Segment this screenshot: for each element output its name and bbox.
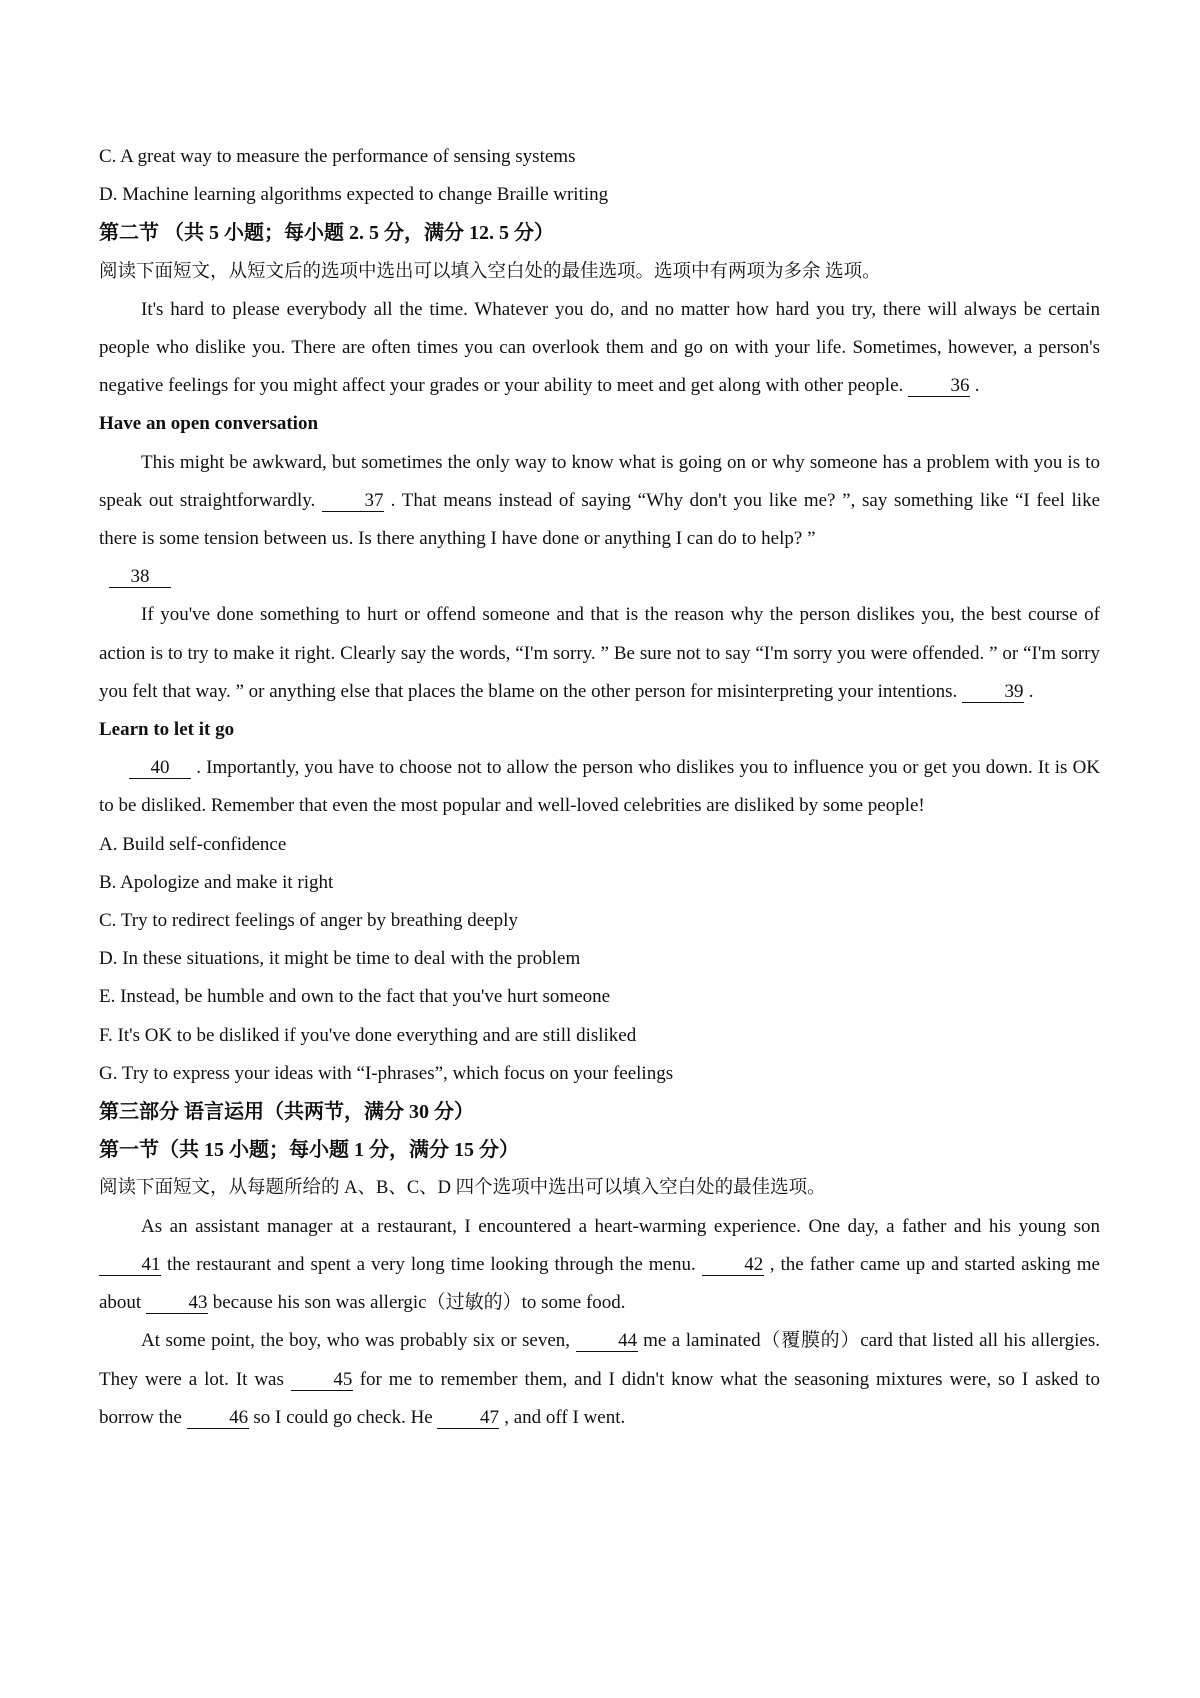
- subheading-open-conversation: Have an open conversation: [99, 413, 319, 435]
- part-3-section-1-title: 第一节（共 15 小题；每小题 1 分，满分 15 分）: [99, 1139, 519, 1162]
- option-g: G. Try to express your ideas with “I-phrases”, which focus on your feelings: [99, 1062, 674, 1084]
- paragraph-text: . Importantly, you have to choose not to allow the person who dislikes you to influence you or get you down. It is OK to be disliked. Remember that even the most popular and well-loved celebrities are disliked by some people!: [99, 757, 1101, 817]
- passage-paragraph-4: [99, 749, 1100, 825]
- paragraph-end: .: [1028, 680, 1034, 702]
- paragraph-text: so I could go check. He: [253, 1406, 433, 1428]
- section-2-instructions: 阅读下面短文，从短文后的选项中选出可以填入空白处的最佳选项。选项中有两项为多余 选项。: [99, 261, 881, 282]
- paragraph-text: As an assistant manager at a restaurant, I encountered a heart-warming experience. One day, a father and his young son: [141, 1215, 1100, 1237]
- option-a: A. Build self-confidence: [99, 833, 287, 855]
- blank-38-line: [99, 558, 1100, 596]
- paragraph-text: At some point, the boy, who was probably six or seven,: [141, 1330, 571, 1352]
- section-2-title: 第二节 （共 5 小题；每小题 2. 5 分，满分 12. 5 分）: [99, 222, 554, 245]
- blank-47: 47: [437, 1408, 499, 1429]
- paragraph-end: .: [974, 375, 980, 397]
- paragraph-text: for me to remember them, and I didn't know what the seasoning mixtures were, so I asked to borrow the: [99, 1368, 1101, 1428]
- previous-option-d: D. Machine learning algorithms expected to change Braille writing: [99, 184, 609, 206]
- blank-43: 43: [146, 1293, 208, 1314]
- subheading-let-it-go: Learn to let it go: [99, 719, 235, 741]
- blank-45: 45: [291, 1370, 353, 1391]
- option-c: C. Try to redirect feelings of anger by breathing deeply: [99, 910, 518, 932]
- paragraph-text: It's hard to please everybody all the time. Whatever you do, and no matter how hard you try, there will always be certain people who dislike you. There are often times you can overlook them and go on with your life. Sometimes, however, a person's negative feelings for you might affect your grades or your ability to meet and get along with other people.: [99, 298, 1100, 397]
- paragraph-text: the restaurant and spent a very long time looking through the menu.: [167, 1253, 696, 1275]
- option-b: B. Apologize and make it right: [99, 871, 334, 893]
- passage-paragraph-3: [99, 596, 1100, 711]
- option-e: E. Instead, be humble and own to the fact that you've hurt someone: [99, 986, 611, 1008]
- blank-39: 39: [962, 682, 1024, 703]
- cloze-paragraph-1: [99, 1208, 1100, 1323]
- paragraph-text: This might be awkward, but sometimes the only way to know what is going on or why someone has a problem with you is to speak out straightforwardly.: [99, 451, 1100, 511]
- blank-46: 46: [187, 1408, 249, 1429]
- paragraph-text: , and off I went.: [504, 1406, 626, 1428]
- paragraph-text: because his son was allergic（过敏的）to some food.: [212, 1292, 626, 1314]
- paragraph-text: me a laminated（覆膜的）card that listed all his allergies. They were a lot. It was: [99, 1330, 1101, 1390]
- previous-option-c: C. A great way to measure the performance of sensing systems: [99, 146, 576, 167]
- blank-36: 36: [908, 376, 970, 397]
- blank-38: 38: [109, 567, 171, 588]
- paragraph-text: , the father came up and started asking me about: [99, 1253, 1100, 1314]
- blank-37: 37: [322, 491, 384, 512]
- paragraph-text: If you've done something to hurt or offend someone and that is the reason why the person dislikes you, the best course of action is to try to make it right. Clearly say the words, “I'm sorry. ” Be sure not to say “I'm sorry you were offended. ” or “I'm sorry you felt that way. ” or anything else that places the blame on the other person for misinterpreting your intentions.: [99, 604, 1100, 702]
- option-f: F. It's OK to be disliked if you've done everything and are still disliked: [99, 1024, 637, 1046]
- cloze-paragraph-2: [99, 1322, 1100, 1437]
- part-3-instructions: 阅读下面短文，从每题所给的 A、B、C、D 四个选项中选出可以填入空白处的最佳选项。: [99, 1178, 826, 1199]
- passage-paragraph-1: [99, 291, 1100, 406]
- blank-42: 42: [702, 1255, 764, 1276]
- blank-41: 41: [99, 1255, 161, 1276]
- blank-44: 44: [576, 1331, 638, 1352]
- passage-paragraph-2: [99, 444, 1100, 559]
- part-3-title: 第三部分 语言运用（共两节，满分 30 分）: [99, 1101, 474, 1124]
- paragraph-text: . That means instead of saying “Why don't you like me? ”, say something like “I feel like there is some tension between us. Is there anything I have done or anything I can do to help? ”: [99, 489, 1101, 550]
- option-d: D. In these situations, it might be time to deal with the problem: [99, 948, 581, 970]
- blank-40: 40: [129, 758, 191, 779]
